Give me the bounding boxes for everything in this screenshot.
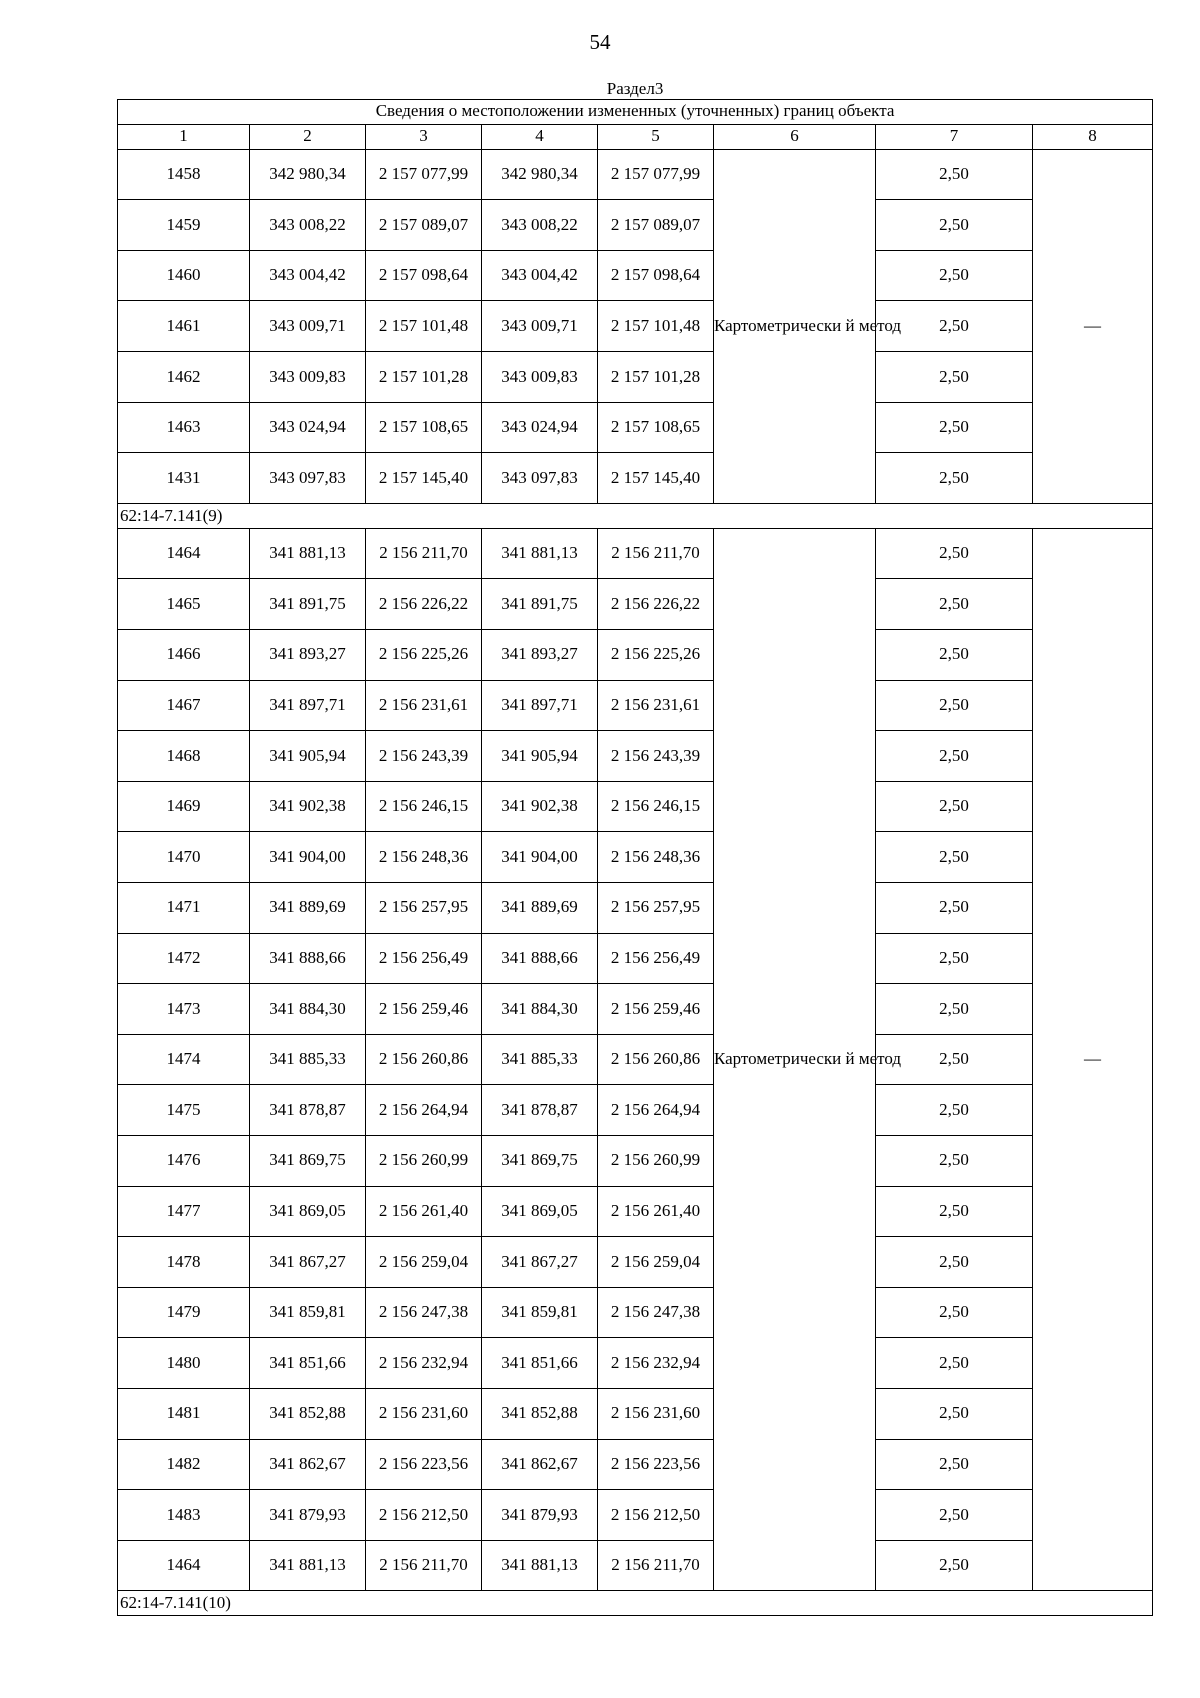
table-row — [118, 1287, 1153, 1338]
table-row — [118, 352, 1153, 403]
table-cell: 1461 — [118, 301, 250, 352]
table-cell: 2,50 — [876, 1540, 1033, 1591]
table-cell: 1465 — [118, 579, 250, 630]
column-header-row — [118, 124, 1153, 149]
table-row — [118, 630, 1153, 681]
table-cell: 1469 — [118, 781, 250, 832]
table-cell: 343 009,71 — [482, 301, 598, 352]
table-cell: 2 157 098,64 — [598, 250, 714, 301]
table-cell: 2 156 243,39 — [366, 731, 482, 782]
table-cell: 341 851,66 — [482, 1338, 598, 1389]
table-cell: 341 869,05 — [250, 1186, 366, 1237]
table-cell: 341 891,75 — [250, 579, 366, 630]
table-cell: 1473 — [118, 984, 250, 1035]
boundary-coordinates-table — [117, 80, 1153, 1616]
table-cell: 2 157 145,40 — [366, 453, 482, 504]
table-cell: 1468 — [118, 731, 250, 782]
table-cell: 341 852,88 — [482, 1388, 598, 1439]
table-cell: 1464 — [118, 1540, 250, 1591]
table-cell: 2 156 231,61 — [598, 680, 714, 731]
table-cell: 2 156 232,94 — [366, 1338, 482, 1389]
table-cell: 2 157 089,07 — [366, 200, 482, 251]
table-cell: 341 881,13 — [250, 1540, 366, 1591]
table-cell: 2,50 — [876, 984, 1033, 1035]
table-cell: 341 897,71 — [250, 680, 366, 731]
table-cell: 1477 — [118, 1186, 250, 1237]
table-cell: 1476 — [118, 1135, 250, 1186]
table-row — [118, 250, 1153, 301]
table-cell: 343 024,94 — [482, 402, 598, 453]
table-row — [118, 1085, 1153, 1136]
table-cell: 1475 — [118, 1085, 250, 1136]
table-row — [118, 1540, 1153, 1591]
table-cell: 2 156 211,70 — [366, 528, 482, 579]
table-cell: 1458 — [118, 149, 250, 200]
table-cell: 2 156 225,26 — [598, 630, 714, 681]
table-cell: 341 893,27 — [250, 630, 366, 681]
table-row — [118, 1338, 1153, 1389]
table-cell: 1459 — [118, 200, 250, 251]
table-cell: 2,50 — [876, 528, 1033, 579]
table-row — [118, 1439, 1153, 1490]
table-cell: 2 156 211,70 — [598, 528, 714, 579]
table-cell: 1463 — [118, 402, 250, 453]
parcel-label: 62:14-7.141(9) — [118, 503, 1153, 528]
table-cell: 2 156 211,70 — [598, 1540, 714, 1591]
table-cell: 2 156 259,04 — [366, 1237, 482, 1288]
table-cell: 2 157 101,48 — [598, 301, 714, 352]
table-cell: 2 156 246,15 — [366, 781, 482, 832]
table-cell: 2 156 243,39 — [598, 731, 714, 782]
column-header: 4 — [482, 124, 598, 149]
table-cell: 2 156 257,95 — [598, 883, 714, 934]
table-cell: 341 881,13 — [250, 528, 366, 579]
table-cell: 341 867,27 — [250, 1237, 366, 1288]
table-cell: 341 885,33 — [250, 1034, 366, 1085]
table-cell: 341 881,13 — [482, 1540, 598, 1591]
table-cell: 2 157 077,99 — [598, 149, 714, 200]
table-cell: 2 156 212,50 — [598, 1490, 714, 1541]
method-cell: Картометрически й метод — [714, 149, 876, 503]
table-cell: 2 156 259,04 — [598, 1237, 714, 1288]
table-cell: 1460 — [118, 250, 250, 301]
table-cell: 341 904,00 — [482, 832, 598, 883]
page-number: 54 — [589, 30, 611, 54]
table-row — [118, 1186, 1153, 1237]
table-cell: 2 156 248,36 — [598, 832, 714, 883]
table-cell: 341 878,87 — [250, 1085, 366, 1136]
table-cell: 341 867,27 — [482, 1237, 598, 1288]
table-cell: 2,50 — [876, 1237, 1033, 1288]
table-cell: 2 157 089,07 — [598, 200, 714, 251]
table-cell: 341 884,30 — [250, 984, 366, 1035]
method-cell: Картометрически й метод — [714, 528, 876, 1590]
table-cell: 2,50 — [876, 832, 1033, 883]
table-row — [118, 1490, 1153, 1541]
column-header: 1 — [118, 124, 250, 149]
table-cell: 2,50 — [876, 1388, 1033, 1439]
table-cell: 2,50 — [876, 149, 1033, 200]
column-header: 5 — [598, 124, 714, 149]
table-cell: 1479 — [118, 1287, 250, 1338]
table-cell: 341 905,94 — [250, 731, 366, 782]
table-cell: 341 879,93 — [482, 1490, 598, 1541]
table-cell: 2 156 259,46 — [598, 984, 714, 1035]
table-cell: 341 851,66 — [250, 1338, 366, 1389]
table-cell: 2,50 — [876, 301, 1033, 352]
table-cell: 2,50 — [876, 200, 1033, 251]
table-cell: 2,50 — [876, 453, 1033, 504]
parcel-label: 62:14-7.141(10) — [118, 1591, 1153, 1616]
dash-cell: — — [1033, 528, 1153, 1590]
table-cell: 341 897,71 — [482, 680, 598, 731]
table-cell: 2,50 — [876, 579, 1033, 630]
table-cell: 1474 — [118, 1034, 250, 1085]
column-header: 3 — [366, 124, 482, 149]
table-row — [118, 402, 1153, 453]
table-cell: 2,50 — [876, 250, 1033, 301]
table-cell: 341 862,67 — [482, 1439, 598, 1490]
table-cell: 2 157 101,28 — [366, 352, 482, 403]
table-cell: 2 156 264,94 — [598, 1085, 714, 1136]
table-cell: 341 893,27 — [482, 630, 598, 681]
table-cell: 341 881,13 — [482, 528, 598, 579]
table-cell: 2,50 — [876, 1085, 1033, 1136]
table-cell: 341 852,88 — [250, 1388, 366, 1439]
table-cell: 2,50 — [876, 630, 1033, 681]
table-cell: 341 888,66 — [482, 933, 598, 984]
table-cell: 343 008,22 — [250, 200, 366, 251]
table-cell: 2 156 261,40 — [366, 1186, 482, 1237]
table-body — [118, 149, 1153, 1616]
table-cell: 2 156 226,22 — [598, 579, 714, 630]
table-row — [118, 781, 1153, 832]
table-cell: 2 156 248,36 — [366, 832, 482, 883]
table-cell: 2 156 225,26 — [366, 630, 482, 681]
table-row — [118, 731, 1153, 782]
table-cell: 2 156 231,60 — [366, 1388, 482, 1439]
table-cell: 2 156 256,49 — [366, 933, 482, 984]
table-row — [118, 1135, 1153, 1186]
table-cell: 2,50 — [876, 680, 1033, 731]
table-row — [118, 579, 1153, 630]
table-cell: 2,50 — [876, 1135, 1033, 1186]
table-cell: 2 156 211,70 — [366, 1540, 482, 1591]
column-header: 7 — [876, 124, 1033, 149]
table-cell: 2 157 108,65 — [366, 402, 482, 453]
dash-cell: — — [1033, 149, 1153, 503]
table-cell: 341 879,93 — [250, 1490, 366, 1541]
table-row — [118, 200, 1153, 251]
table-cell: 343 097,83 — [250, 453, 366, 504]
table-cell: 1478 — [118, 1237, 250, 1288]
table-cell: 341 862,67 — [250, 1439, 366, 1490]
table-cell: 341 869,75 — [482, 1135, 598, 1186]
table-cell: 2 156 260,99 — [366, 1135, 482, 1186]
table-cell: 2,50 — [876, 781, 1033, 832]
table-row — [118, 453, 1153, 504]
table-cell: 1483 — [118, 1490, 250, 1541]
table-cell: 1471 — [118, 883, 250, 934]
table-cell: 2 156 259,46 — [366, 984, 482, 1035]
table-cell: 343 024,94 — [250, 402, 366, 453]
table-cell: 2 156 256,49 — [598, 933, 714, 984]
table-row — [118, 984, 1153, 1035]
table-cell: 1480 — [118, 1338, 250, 1389]
table-cell: 2 156 257,95 — [366, 883, 482, 934]
table-cell: 341 859,81 — [250, 1287, 366, 1338]
table-cell: 341 905,94 — [482, 731, 598, 782]
section-heading: Раздел3 — [606, 79, 664, 98]
table-cell: 2 156 260,99 — [598, 1135, 714, 1186]
table-cell: 2,50 — [876, 352, 1033, 403]
table-cell: 343 009,71 — [250, 301, 366, 352]
table-row — [118, 1237, 1153, 1288]
table-cell: 2,50 — [876, 402, 1033, 453]
table-row — [118, 149, 1153, 200]
table-cell: 2 157 101,48 — [366, 301, 482, 352]
table-cell: 2 156 226,22 — [366, 579, 482, 630]
column-header: 2 — [250, 124, 366, 149]
table-cell: 2 156 247,38 — [366, 1287, 482, 1338]
table-cell: 341 869,05 — [482, 1186, 598, 1237]
table-cell: 1462 — [118, 352, 250, 403]
parcel-label-row — [118, 1591, 1153, 1616]
table-cell: 2,50 — [876, 731, 1033, 782]
table-cell: 341 859,81 — [482, 1287, 598, 1338]
table-cell: 343 004,42 — [250, 250, 366, 301]
table-cell: 2 156 260,86 — [598, 1034, 714, 1085]
table-cell: 341 878,87 — [482, 1085, 598, 1136]
table-cell: 2,50 — [876, 1287, 1033, 1338]
table-cell: 2 156 212,50 — [366, 1490, 482, 1541]
table-cell: 341 889,69 — [482, 883, 598, 934]
table-cell: 2 156 246,15 — [598, 781, 714, 832]
table-cell: 341 885,33 — [482, 1034, 598, 1085]
table-cell: 1470 — [118, 832, 250, 883]
table-cell: 1466 — [118, 630, 250, 681]
table-row — [118, 832, 1153, 883]
table-cell: 1467 — [118, 680, 250, 731]
table-cell: 342 980,34 — [250, 149, 366, 200]
table-cell: 2 157 098,64 — [366, 250, 482, 301]
table-row — [118, 528, 1153, 579]
table-row — [118, 1034, 1153, 1085]
table-cell: 2 156 223,56 — [366, 1439, 482, 1490]
table-cell: 341 889,69 — [250, 883, 366, 934]
table-cell: 2 156 223,56 — [598, 1439, 714, 1490]
column-header: 6 — [714, 124, 876, 149]
table-cell: 2,50 — [876, 1186, 1033, 1237]
table-cell: 2,50 — [876, 1034, 1033, 1085]
table-cell: 2,50 — [876, 1338, 1033, 1389]
table-cell: 2 157 077,99 — [366, 149, 482, 200]
table-cell: 2 156 231,60 — [598, 1388, 714, 1439]
table-cell: 2,50 — [876, 1439, 1033, 1490]
table-row — [118, 883, 1153, 934]
table-cell: 342 980,34 — [482, 149, 598, 200]
table-cell: 343 097,83 — [482, 453, 598, 504]
table-cell: 2 156 231,61 — [366, 680, 482, 731]
table-cell: 341 869,75 — [250, 1135, 366, 1186]
table-cell: 1481 — [118, 1388, 250, 1439]
table-row — [118, 301, 1153, 352]
table-cell: 1464 — [118, 528, 250, 579]
table-cell: 2 157 108,65 — [598, 402, 714, 453]
column-header: 8 — [1033, 124, 1153, 149]
parcel-label-row — [118, 503, 1153, 528]
table-cell: 341 884,30 — [482, 984, 598, 1035]
table-cell: 2,50 — [876, 883, 1033, 934]
table-cell: 2 156 232,94 — [598, 1338, 714, 1389]
table-cell: 341 902,38 — [482, 781, 598, 832]
table-cell: 343 009,83 — [482, 352, 598, 403]
table-cell: 1472 — [118, 933, 250, 984]
table-cell: 2 156 260,86 — [366, 1034, 482, 1085]
table-cell: 2 157 145,40 — [598, 453, 714, 504]
table-cell: 341 902,38 — [250, 781, 366, 832]
table-row — [118, 680, 1153, 731]
table-row — [118, 1388, 1153, 1439]
table-title: Сведения о местоположении измененных (уточненных) границ объекта — [118, 99, 1153, 124]
table-cell: 2 156 261,40 — [598, 1186, 714, 1237]
table-cell: 1431 — [118, 453, 250, 504]
table-cell: 341 891,75 — [482, 579, 598, 630]
table-cell: 341 904,00 — [250, 832, 366, 883]
table-cell: 2,50 — [876, 933, 1033, 984]
table-cell: 343 008,22 — [482, 200, 598, 251]
table-cell: 341 888,66 — [250, 933, 366, 984]
table-cell: 343 009,83 — [250, 352, 366, 403]
table-cell: 2 157 101,28 — [598, 352, 714, 403]
table-row — [118, 933, 1153, 984]
table-cell: 2,50 — [876, 1490, 1033, 1541]
table-cell: 343 004,42 — [482, 250, 598, 301]
table-cell: 1482 — [118, 1439, 250, 1490]
table-cell: 2 156 247,38 — [598, 1287, 714, 1338]
table-cell: 2 156 264,94 — [366, 1085, 482, 1136]
